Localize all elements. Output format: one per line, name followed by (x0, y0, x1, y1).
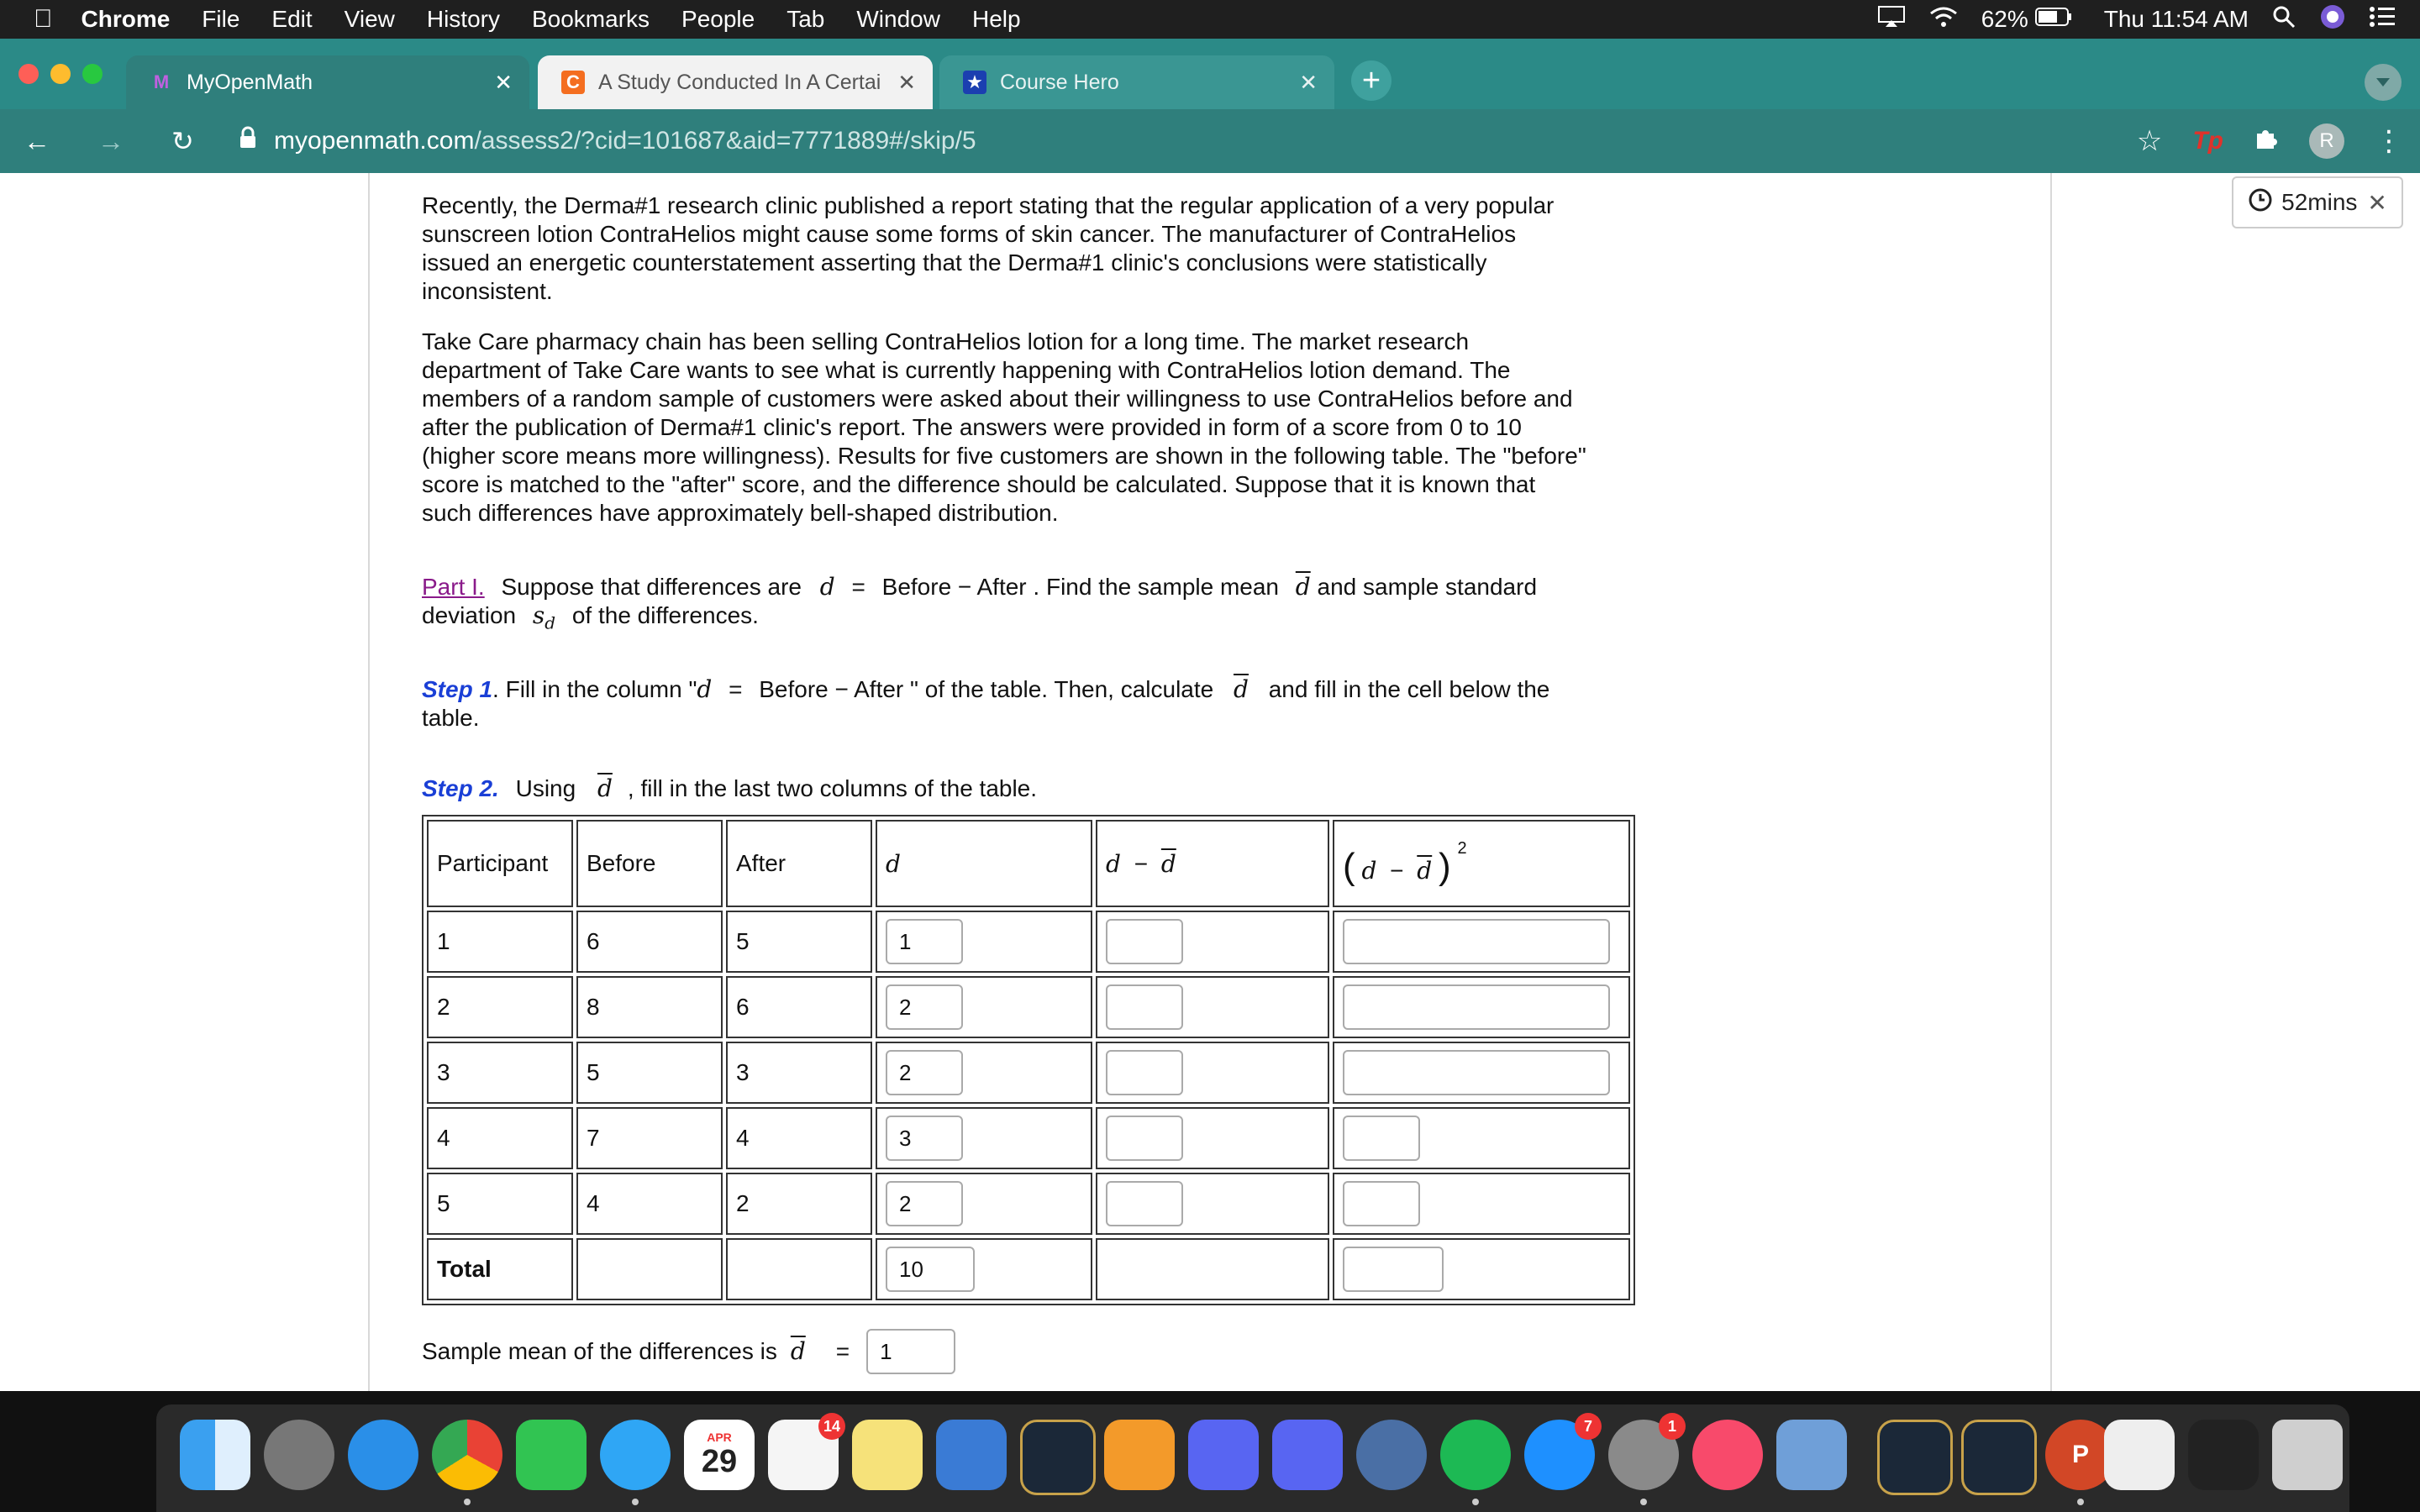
cell-participant: 3 (427, 1042, 573, 1104)
question-paragraph-1 (422, 192, 1590, 306)
content-left-border (368, 173, 370, 1391)
chrome-icon[interactable] (432, 1420, 502, 1490)
menu-window[interactable]: Window (837, 6, 922, 32)
table-header-row (427, 820, 1630, 907)
math-dbar: $\overline{d}$ (597, 774, 613, 802)
cell-before: 5 (576, 1042, 723, 1104)
reminders-icon[interactable] (768, 1417, 841, 1490)
minimize-window-button[interactable] (50, 64, 71, 84)
math-d: d (1361, 857, 1377, 885)
discord-icon[interactable] (1188, 1420, 1259, 1490)
facetime-icon[interactable] (516, 1420, 587, 1490)
header-d-minus-dbar (1096, 820, 1329, 907)
music-icon[interactable] (1692, 1420, 1763, 1490)
league-icon-1[interactable] (1877, 1420, 1953, 1495)
close-paren: ) (1439, 846, 1451, 887)
part1-text-b: Before − After . Find the sample mean (881, 574, 1280, 600)
math-eq: = (835, 1338, 850, 1364)
cell-before: 7 (576, 1107, 723, 1169)
cell-squared (1333, 1173, 1630, 1235)
safari-icon[interactable] (348, 1420, 418, 1490)
notes-icon[interactable] (852, 1420, 923, 1490)
macos-menu-bar (0, 0, 2420, 39)
cell-empty (1096, 1238, 1329, 1300)
step1-text-a: . Fill in the column " (492, 676, 697, 702)
cell-after: 6 (726, 976, 872, 1038)
apple-menu-icon[interactable] (34, 5, 53, 34)
tab-title: MyOpenMath (187, 70, 313, 94)
running-indicator (1640, 1499, 1647, 1505)
cell-participant: 2 (427, 976, 573, 1038)
cell-empty (726, 1238, 872, 1300)
notification-center-icon[interactable] (2370, 6, 2396, 34)
myopenmath-icon: M (153, 71, 170, 92)
cell-squared (1333, 1042, 1630, 1104)
cell-d (876, 1107, 1092, 1169)
math-sd (532, 601, 556, 633)
finder-icon[interactable] (180, 1420, 250, 1490)
header-d (876, 820, 1092, 907)
table-row (427, 911, 1630, 973)
table-row (427, 1173, 1630, 1235)
tab-title: A Study Conducted In A Certai (598, 70, 881, 94)
launchpad-icon[interactable] (264, 1420, 334, 1490)
calendar-day: 29 (701, 1443, 738, 1479)
math-dbar: $\overline{d}$ (1417, 857, 1433, 885)
quicktime-icon[interactable] (1356, 1420, 1427, 1490)
spotify-icon[interactable] (1440, 1420, 1511, 1490)
profile-avatar[interactable]: R (2309, 123, 2344, 159)
math-squared: 2 (1457, 839, 1467, 858)
app-store-badge: 7 (1575, 1413, 1602, 1440)
d-input[interactable]: 2 (886, 1050, 963, 1095)
cell-total-d (876, 1238, 1092, 1300)
cell-after: 4 (726, 1107, 872, 1169)
calendar-month: APR (707, 1430, 732, 1444)
math-sub-d: d (544, 612, 556, 633)
menu-edit[interactable]: Edit (252, 6, 294, 32)
table-row (427, 1042, 1630, 1104)
bookmark-star-icon[interactable]: ☆ (2136, 125, 2163, 157)
cell-d (876, 1173, 1092, 1235)
cell-d-minus-dbar (1096, 1107, 1329, 1169)
cell-squared (1333, 911, 1630, 973)
macos-dock (156, 1404, 2349, 1512)
d-input[interactable]: 2 (886, 1181, 963, 1226)
downloads-stack-icon[interactable] (2188, 1420, 2259, 1490)
battery-percent: 62% (1981, 6, 2028, 32)
d-input[interactable]: 2 (886, 984, 963, 1030)
sample-mean-label: Sample mean of the differences is (422, 1338, 777, 1364)
step2-text-a: Using (515, 775, 576, 801)
open-paren: ( (1343, 846, 1355, 887)
airplay-icon[interactable] (1877, 5, 1906, 34)
cell-squared (1333, 1107, 1630, 1169)
discord-ptb-icon[interactable] (1272, 1420, 1343, 1490)
cell-total-squared (1333, 1238, 1630, 1300)
step2-block (422, 774, 1590, 803)
maximize-window-button[interactable] (82, 64, 103, 84)
math-d: d (1106, 849, 1121, 878)
menu-view[interactable]: View (325, 6, 376, 32)
siri-icon[interactable] (2319, 3, 2346, 36)
sample-mean-row (422, 1329, 1598, 1374)
menu-status-area (1877, 0, 2420, 39)
math-dbar: $\overline{d}$ (790, 1337, 806, 1365)
cell-before: 6 (576, 911, 723, 973)
part1-text-d: of the differences. (571, 602, 759, 628)
running-indicator (632, 1499, 639, 1505)
close-tab-icon[interactable]: ✕ (1299, 69, 1318, 95)
preview-icon[interactable] (1776, 1420, 1847, 1490)
extensions-puzzle-icon[interactable] (2254, 125, 2279, 157)
reminders-badge: 14 (818, 1413, 845, 1440)
cell-d-minus-dbar (1096, 911, 1329, 973)
squared-input[interactable] (1343, 1181, 1420, 1226)
system-preferences-badge: 1 (1659, 1413, 1686, 1440)
step1-label: Step 1 (422, 676, 493, 702)
extension-tp-icon[interactable]: Tp (2192, 127, 2223, 155)
toolbar-right (2107, 109, 2403, 173)
part1-text-c: and sample standard deviation (422, 574, 1538, 628)
course-hero-icon: ★ (963, 71, 986, 94)
lock-icon (239, 126, 257, 156)
cell-empty (576, 1238, 723, 1300)
cell-participant: 1 (427, 911, 573, 973)
math-minus: − (1134, 850, 1149, 877)
cell-total-label: Total (427, 1238, 573, 1300)
squared-input[interactable] (1343, 984, 1610, 1030)
menu-file[interactable]: File (182, 6, 221, 32)
close-window-button[interactable] (18, 64, 39, 84)
messages-icon[interactable] (600, 1420, 671, 1490)
cell-d (876, 1042, 1092, 1104)
tab-course-hero[interactable] (939, 55, 1334, 109)
cell-before: 4 (576, 1173, 723, 1235)
wifi-icon[interactable] (1929, 5, 1958, 34)
forward-icon[interactable]: → (97, 125, 124, 156)
cell-participant: 4 (427, 1107, 573, 1169)
close-tab-icon[interactable]: ✕ (494, 69, 513, 95)
squared-input[interactable] (1343, 1116, 1420, 1161)
app-store-icon[interactable] (1524, 1417, 1595, 1490)
pages-icon[interactable] (1104, 1420, 1175, 1490)
close-tab-icon[interactable]: ✕ (897, 69, 916, 95)
part1-block (422, 573, 1590, 638)
math-dbar: $\overline{d}$ (1295, 573, 1311, 601)
part1-text-a: Suppose that differences are (501, 574, 802, 600)
url-domain: myopenmath.com (274, 127, 475, 155)
tab-study-conducted[interactable] (538, 55, 933, 109)
header-participant: Participant (427, 820, 573, 907)
league-icon-2[interactable] (1961, 1420, 2037, 1495)
timer-badge[interactable] (2232, 176, 2403, 228)
url-path: /assess2/?cid=101687&aid=7771889#/skip/5 (474, 127, 976, 155)
d-minus-dbar-input[interactable] (1106, 919, 1183, 964)
cell-after: 5 (726, 911, 872, 973)
para1-text: Recently, the Derma#1 research clinic published a report stating that the regular application of a very popular sunscreen lotion ContraHelios might cause some forms of skin cancer. The manufacturer of ContraHelios issued an energetic counterstatement asserting that the Derma#1 clinic's conclusions were statistically inconsistent. (422, 192, 1555, 304)
tab-title: Course Hero (1000, 70, 1119, 94)
header-d-text: d (886, 849, 901, 878)
chrome-menu-icon[interactable]: ⋮ (2375, 125, 2403, 157)
powerpoint-letter: P (2071, 1441, 2089, 1468)
d-minus-dbar-input[interactable] (1106, 1116, 1183, 1161)
timer-label: 52mins (2281, 189, 2358, 215)
window-controls (18, 64, 103, 84)
step1-text-c: and fill in the cell below the table. (422, 676, 1550, 731)
math-eq: = (729, 676, 743, 702)
cell-d-minus-dbar (1096, 976, 1329, 1038)
content-right-border (2050, 173, 2052, 1391)
math-dbar: $\overline{d}$ (1234, 675, 1249, 703)
total-d-input[interactable]: 10 (886, 1247, 975, 1292)
reload-icon[interactable]: ↻ (171, 126, 194, 156)
d-minus-dbar-input[interactable] (1106, 1181, 1183, 1226)
table-total-row (427, 1238, 1630, 1300)
league-client-icon[interactable] (1020, 1420, 1096, 1495)
running-indicator (2077, 1499, 2084, 1505)
menu-help[interactable]: Help (953, 6, 1002, 32)
squared-input[interactable] (1343, 919, 1610, 964)
tab-myopenmath[interactable] (126, 55, 529, 109)
keynote-icon[interactable] (936, 1420, 1007, 1490)
total-squared-input[interactable] (1343, 1247, 1444, 1292)
sample-mean-input[interactable]: 1 (866, 1329, 955, 1374)
cell-participant: 5 (427, 1173, 573, 1235)
calendar-icon[interactable] (684, 1420, 755, 1490)
math-dbar: $\overline{d}$ (1160, 849, 1176, 878)
cell-d (876, 911, 1092, 973)
header-after: After (726, 820, 872, 907)
page-content (0, 173, 2420, 1391)
tab-search-icon[interactable] (2365, 64, 2402, 101)
cell-squared (1333, 976, 1630, 1038)
battery-icon[interactable] (2035, 6, 2072, 33)
cell-after: 3 (726, 1042, 872, 1104)
step1-text-b: Before − After " of the table. Then, calculate (759, 676, 1214, 702)
table-row (427, 976, 1630, 1038)
system-preferences-icon[interactable] (1608, 1417, 1679, 1490)
menu-clock[interactable]: Thu 11:54 AM (2103, 6, 2249, 32)
header-before: Before (576, 820, 723, 907)
clock-icon (2248, 187, 2273, 218)
d-input[interactable]: 1 (886, 919, 963, 964)
chegg-icon: C (561, 71, 585, 94)
para2-text: Take Care pharmacy chain has been selling ContraHelios lotion for a long time. The market research department of Take Care wants to see what is currently happening with ContraHelios lotion demand. The members of a random sample of customers were asked about their willingness to use ContraHelios before and after the publication of Derma#1 clinic's report. The answers were provided in form of a score from 0 to 10 (higher score means more willingness). Results for five customers are shown in the following table. The "before" score is matched to the "after" score, and the difference should be calculated. Suppose that it is known that such differences have approximately bell-shaped distribution. (422, 328, 1586, 526)
d-minus-dbar-input[interactable] (1106, 1050, 1183, 1095)
menu-app-name[interactable]: Chrome (62, 6, 151, 32)
running-indicator (464, 1499, 471, 1505)
part1-link[interactable]: Part I. (422, 574, 485, 600)
d-input[interactable]: 3 (886, 1116, 963, 1161)
step1-block (422, 675, 1590, 732)
math-d: d (697, 675, 713, 703)
math-d: d (819, 573, 835, 601)
new-tab-button[interactable]: + (1351, 60, 1392, 101)
running-indicator (1472, 1499, 1479, 1505)
d-minus-dbar-input[interactable] (1106, 984, 1183, 1030)
spotlight-search-icon[interactable] (2272, 5, 2296, 34)
question-paragraph-2 (422, 328, 1590, 528)
step2-label: Step 2. (422, 775, 499, 801)
cell-before: 8 (576, 976, 723, 1038)
header-d-minus-dbar-squared (1333, 820, 1630, 907)
table-row (427, 1107, 1630, 1169)
cell-d-minus-dbar (1096, 1042, 1329, 1104)
close-timer-icon[interactable]: ✕ (2367, 189, 2387, 216)
trash-icon[interactable] (2272, 1420, 2343, 1490)
step2-text-b: , fill in the last two columns of the table. (627, 775, 1038, 801)
data-table (422, 815, 1635, 1305)
url-field[interactable] (274, 127, 976, 155)
cell-d-minus-dbar (1096, 1173, 1329, 1235)
document-stack-icon[interactable] (2104, 1420, 2175, 1490)
math-s: s (532, 601, 545, 629)
address-bar (0, 109, 2420, 173)
menu-tab[interactable]: Tab (767, 6, 806, 32)
tab-bar (0, 39, 2420, 109)
menu-bookmarks[interactable]: Bookmarks (513, 6, 631, 32)
squared-input[interactable] (1343, 1050, 1610, 1095)
menu-people[interactable]: People (662, 6, 736, 32)
cell-after: 2 (726, 1173, 872, 1235)
back-icon[interactable]: ← (24, 125, 50, 156)
math-minus: − (1390, 858, 1404, 884)
menu-history[interactable]: History (408, 6, 481, 32)
math-eq: = (851, 574, 865, 600)
cell-d (876, 976, 1092, 1038)
